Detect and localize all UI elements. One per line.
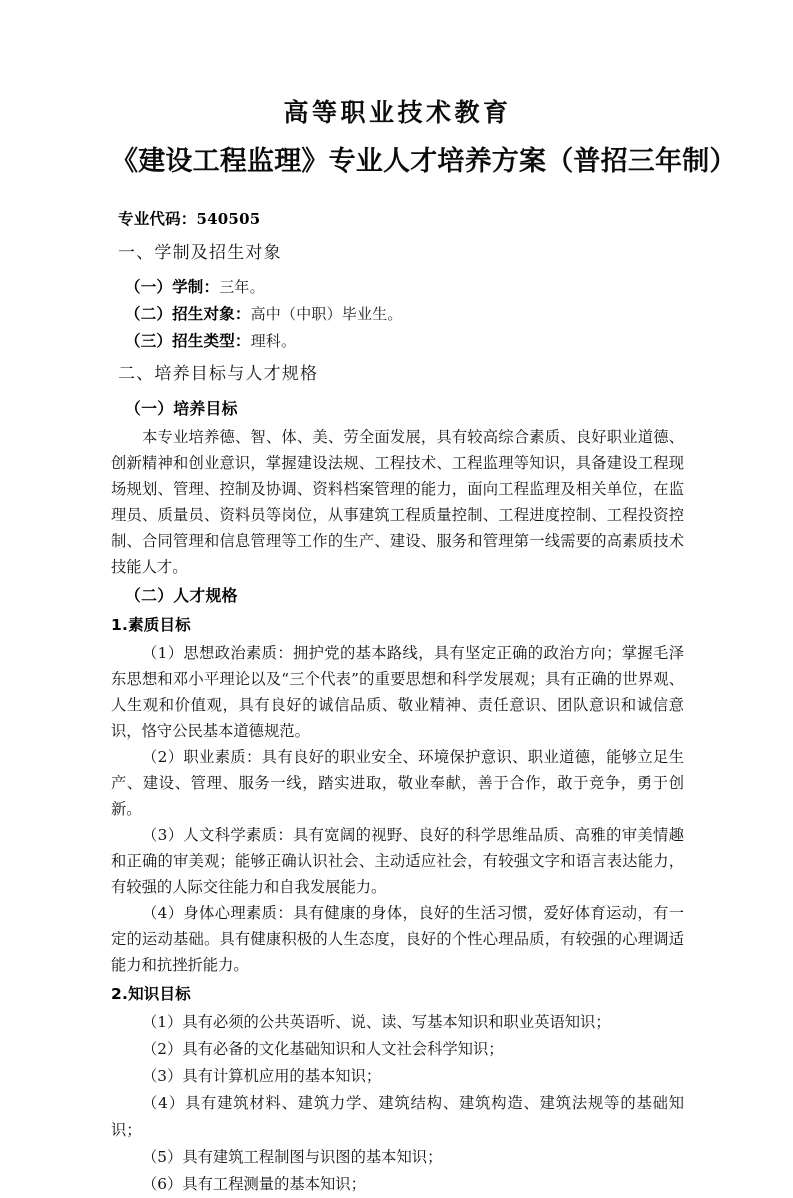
- major-code-label: 专业代码：: [118, 210, 197, 228]
- subsection-heading-talent-spec: （二）人才规格: [125, 586, 238, 605]
- quality-goal-item-4: （4）身体心理素质：具有健康的身体，良好的生活习惯，爱好体育运动，有一定的运动基础。具有健康积极的人生态度，良好的个性心理品质，有较强的心理调适能力和抗挫折能力。: [111, 904, 684, 974]
- section-heading-one: 一、学制及招生对象: [118, 243, 282, 263]
- document-content: [111, 96, 737, 1198]
- quality-goal-item-1: （1）思想政治素质：拥护党的基本路线，具有坚定正确的政治方向；掌握毛泽东思想和邓小平理论以及“三个代表”的重要思想和科学发展观；具有正确的世界观、人生观和价值观，具有良好的诚信品质、敬业精神、责任意识、团队意识和诚信意识，恪守公民基本道德规范。: [111, 644, 684, 740]
- enrollment-item-duration-value: 三年。: [219, 278, 265, 296]
- enrollment-item-target-label: （二）招生对象：: [125, 305, 251, 323]
- knowledge-goal-item-4: （4）具有建筑材料、建筑力学、建筑结构、建筑构造、建筑法规等的基础知识；: [111, 1094, 684, 1139]
- knowledge-goal-item-5: （5）具有建筑工程制图与识图的基本知识；: [142, 1148, 443, 1166]
- major-code-value: 540505: [196, 210, 261, 228]
- knowledge-goal-item-3: （3）具有计算机应用的基本知识；: [142, 1067, 382, 1085]
- knowledge-goal-item-6: （6）具有工程测量的基本知识；: [142, 1175, 366, 1193]
- major-code-line: [111, 206, 684, 232]
- heading-knowledge-goals: 2.知识目标: [111, 985, 191, 1003]
- training-goal-paragraph: 本专业培养德、智、体、美、劳全面发展，具有较高综合素质、良好职业道德、创新精神和创业意识，掌握建设法规、工程技术、工程监理等知识，具备建设工程现场规划、管理、控制及协调、资料档案管理的能力，面向工程监理及相关单位，在监理员、质量员、资料员等岗位，从事建筑工程质量控制、工程进度控制、工程投资控制、合同管理和信息管理等工作的生产、建设、服务和管理第一线需要的高素质技术技能人才。: [111, 428, 684, 576]
- enrollment-item-type-value: 理科。: [250, 332, 297, 350]
- quality-goal-item-2: （2）职业素质：具有良好的职业安全、环境保护意识、职业道德，能够立足生产、建设、管理、服务一线，踏实进取，敬业奉献，善于合作，敢于竞争，勇于创新。: [111, 748, 684, 818]
- section-heading-two: 二、培养目标与人才规格: [118, 364, 319, 384]
- enrollment-item-type: [111, 328, 684, 355]
- enrollment-item-target: [111, 301, 684, 328]
- enrollment-item-duration: [111, 274, 684, 301]
- page-title-main: 高等职业技术教育: [283, 98, 512, 127]
- page-title-sub: 《建设工程监理》专业人才培养方案（普招三年制）: [111, 146, 737, 177]
- enrollment-item-target-value: 高中（中职）毕业生。: [250, 305, 403, 323]
- heading-quality-goals: 1.素质目标: [111, 616, 191, 634]
- knowledge-goal-item-1: （1）具有必须的公共英语听、说、读、写基本知识和职业英语知识；: [142, 1013, 611, 1031]
- knowledge-goal-item-2: （2）具有必备的文化基础知识和人文社会科学知识；: [142, 1040, 504, 1058]
- enrollment-item-type-label: （三）招生类型：: [125, 332, 251, 350]
- quality-goal-item-3: （3）人文科学素质：具有宽阔的视野、良好的科学思维品质、高雅的审美情趣和正确的审美观；能够正确认识社会、主动适应社会，有较强文字和语言表达能力，有较强的人际交往能力和自我发展能力。: [111, 826, 684, 896]
- subsection-heading-training-goal: （一）培养目标: [125, 399, 238, 418]
- enrollment-item-duration-label: （一）学制：: [125, 278, 220, 296]
